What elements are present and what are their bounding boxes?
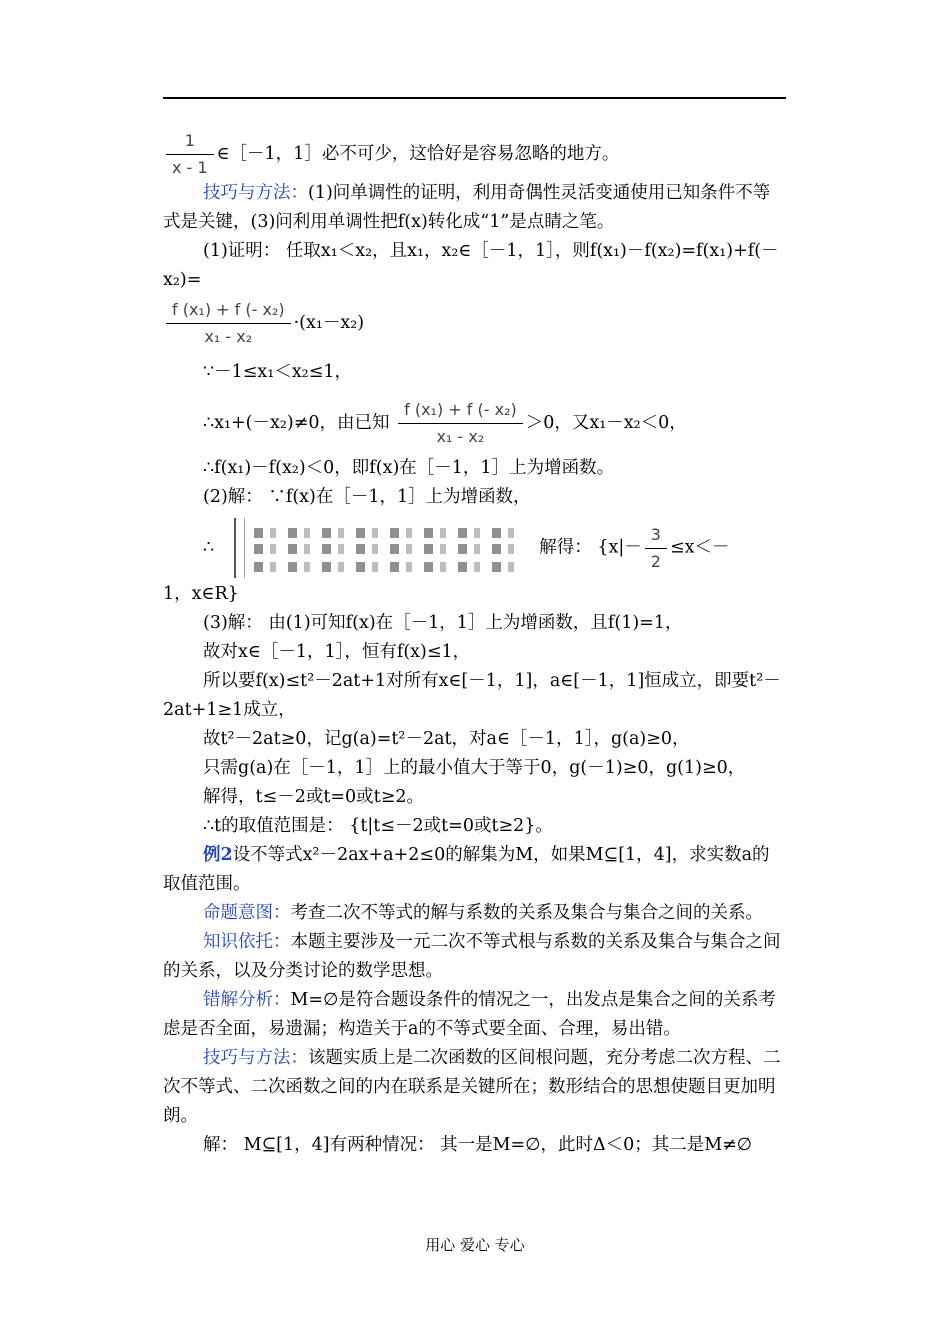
page-footer: 用心 爱心 专心 [425, 1236, 525, 1254]
paragraph-fraction-expression: $\frac{\text{f (x₁) + f (- x₂)}}{\text{x₁ - x₂}}$ ·(x₁－x₂) [163, 299, 786, 348]
knowledge-label: 知识依托： [203, 932, 291, 952]
document-body [163, 130, 786, 1160]
paragraph-error-analysis: 错解分析：M=∅是符合题设条件的情况之一，出发点是集合之间的关系考虑是否全面，易遗漏；构造关于a的不等式要全面、合理，易出错。 [163, 990, 776, 1039]
paragraph-technique-2: 技巧与方法：该题实质上是二次函数的区间根问题，充分考虑二次方程、二次不等式、二次函数之间的内在联系是关键所在；数形结合的思想使题目更加明朗。 [163, 1048, 781, 1126]
technique-label-2: 技巧与方法： [203, 1048, 308, 1068]
paragraph-part3-1: 故对x∈［－1，1］，恒有f(x)≤1， [203, 642, 471, 662]
paragraph-line1: $\frac{1}{x - 1}$ ∈［－1，1］必不可少，这恰好是容易忽略的地方。 [163, 130, 786, 179]
paragraph-part3-4: 只需g(a)在［－1，1］上的最小值大于等于0，g(－1)≥0，g(1)≥0， [203, 758, 746, 778]
paragraph-part3-5: 解得，t≤－2或t=0或t≥2。 [203, 787, 424, 807]
paragraph-example2: 例2设不等式x²－2ax+a+2≤0的解集为M，如果M⊆[1，4]，求实数a的取值范围。 [163, 845, 770, 894]
fraction-f-sum-over-diff: $\frac{\text{f (x₁) + f (- x₂)}}{\text{x₁ - x₂}}$ [166, 299, 291, 348]
fraction-1-over-x-minus-1: $\frac{1}{x - 1}$ [166, 130, 214, 179]
paragraph-part3: (3)解： 由(1)可知f(x)在［－1，1］上为增函数，且f(1)=1， [203, 613, 683, 633]
paragraph-proof-start: (1)证明： 任取x₁＜x₂，且x₁，x₂∈［－1，1］，则f(x₁)－f(x₂)=f(x₁)+f(－x₂)= [163, 241, 779, 290]
fraction-known-positive: $\frac{\text{f (x₁) + f (- x₂)}}{\text{x₁ - x₂}}$ [398, 399, 523, 448]
brace-icon [234, 518, 245, 578]
technique-label: 技巧与方法： [203, 183, 308, 203]
header-rule [163, 97, 786, 99]
intent-label: 命题意图： [203, 903, 291, 923]
paragraph-part3-3: 故t²－2at≥0，记g(a)=t²－2at，对a∈［－1，1］，g(a)≥0， [203, 729, 690, 749]
paragraph-solution-cont: 1，x∈R} [163, 584, 239, 604]
inequality-system-image [234, 518, 524, 578]
error-analysis-label: 错解分析： [203, 990, 291, 1010]
paragraph-part2: (2)解： ∵f(x)在［－1，1］上为增函数， [203, 487, 531, 507]
paragraph-knowledge: 知识依托：本题主要涉及一元二次不等式根与系数的关系及集合与集合之间的关系，以及分类讨论的数学思想。 [163, 932, 781, 981]
paragraph-therefore-2: ∴f(x₁)－f(x₂)＜0，即f(x)在［－1，1］上为增函数。 [203, 458, 615, 478]
fraction-three-halves: $\frac{3}{2}$ [645, 524, 667, 573]
paragraph-system-result: ∴ 解得： {x|－ $\frac{3}{2}$ ≤x＜－ [163, 518, 786, 578]
paragraph-technique-1: 技巧与方法：(1)问单调性的证明，利用奇偶性灵活变通使用已知条件不等式是关键，(3)问利用单调性把f(x)转化成“1”是点睛之笔。 [163, 183, 771, 232]
paragraph-solution: 解： M⊆[1，4]有两种情况： 其一是M=∅，此时Δ＜0；其二是M≠∅ [203, 1135, 753, 1155]
paragraph-part3-6: ∴t的取值范围是： {t|t≤－2或t=0或t≥2}。 [203, 816, 553, 836]
paragraph-because: ∵－1≤x₁＜x₂≤1， [203, 362, 352, 382]
paragraph-therefore-1: ∴x₁+(－x₂)≠0，由已知 $\frac{\text{f (x₁) + f (- x₂)}}{\text{x₁ - x₂}}$ ＞0，又x₁－x₂＜0， [203, 400, 687, 446]
paragraph-intent: 命题意图：考查二次不等式的解与系数的关系及集合与集合之间的关系。 [203, 903, 763, 923]
example-label: 例2 [203, 845, 233, 865]
paragraph-part3-2: 所以要f(x)≤t²－2at+1对所有x∈[－1，1]，a∈[－1，1]恒成立，即要t²－2at+1≥1成立， [163, 671, 781, 720]
